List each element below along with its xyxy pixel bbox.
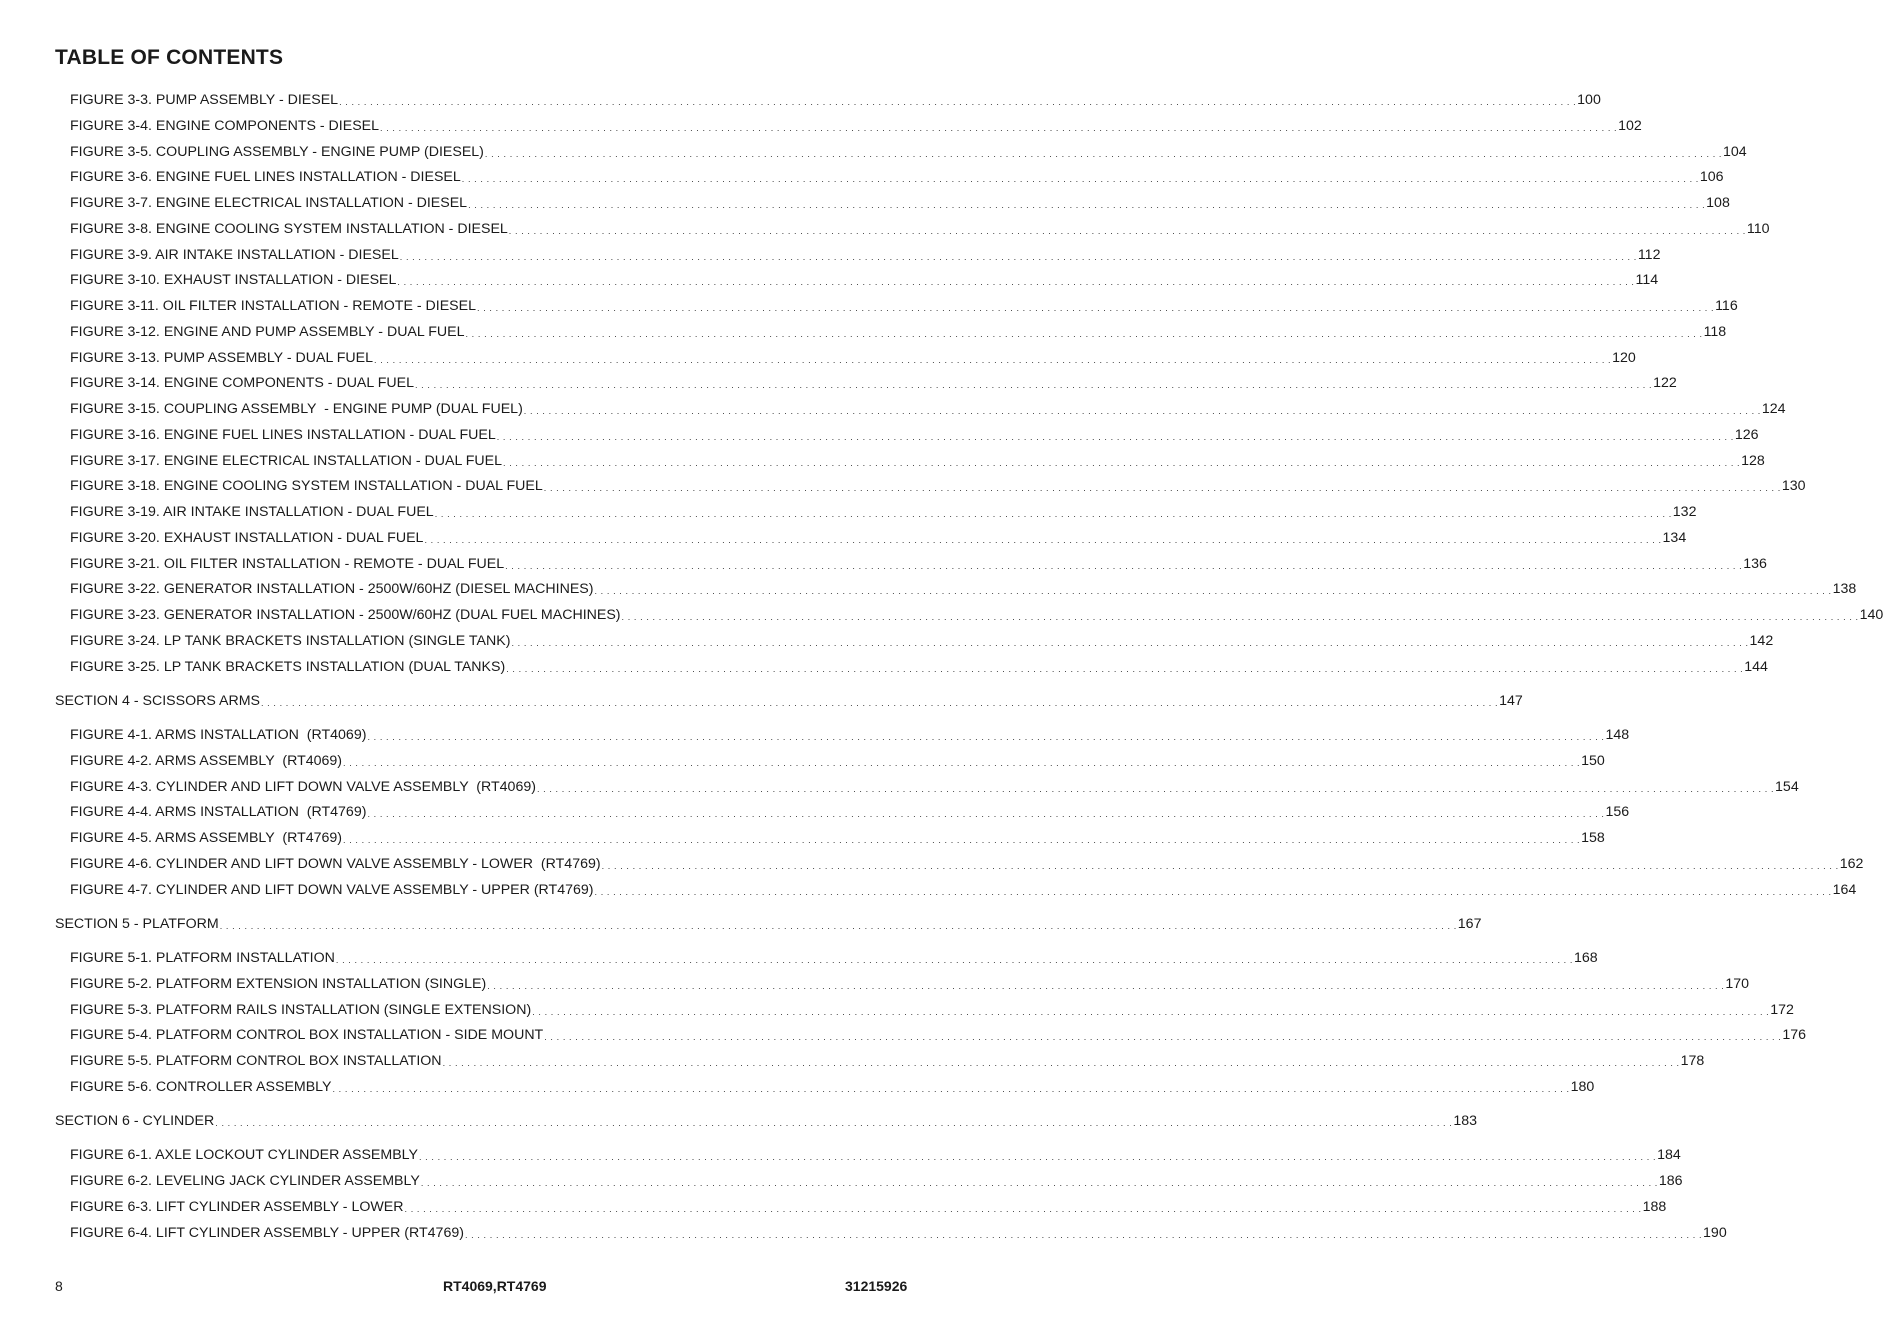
dot-leader: . . . . . . . . . . . . . . . . . . . . . . . . . . . . . . . . . . . . . . . . . . . . . . . . . . . . . . . . . . . . . . . . . . . . . . . . . . . . . . . . . . . . . . . . . . . . . . . . . . . . . . . . . . . . . . . . . . . . . . . . . . . . . . . . . . . . . . . . . . . . . . . . . . . . . . . . . . . . . . . . . . . . . . . . . . . . . . . . . . . . . . . . . . . . . . . . . . . . . . . . — [332, 1084, 1570, 1094]
toc-entry-label: FIGURE 3-10. EXHAUST INSTALLATION - DIESEL — [70, 272, 397, 288]
toc-entry-page-number: 112 — [1637, 247, 1661, 263]
toc-figure-entry[interactable] — [70, 91, 1601, 109]
dot-leader: . . . . . . . . . . . . . . . . . . . . . . . . . . . . . . . . . . . . . . . . . . . . . . . . . . . . . . . . . . . . . . . . . . . . . . . . . . . . . . . . . . . . . . . . . . . . . . . . . . . . . . . . . . . . . . . . . . . . . . . . . . . . . . . . . . . . . . . . . . . . . . . . . . . . . . . . . . . . . . . . . . . . . . . . . . . . . . . . . . . . . . . . . . . . . . . . . . . . . . . . — [339, 97, 1577, 107]
toc-figure-entry[interactable] — [70, 855, 1864, 873]
toc-figure-entry[interactable] — [70, 194, 1730, 212]
toc-entry-page-number: 154 — [1775, 779, 1799, 795]
dot-leader: . . . . . . . . . . . . . . . . . . . . . . . . . . . . . . . . . . . . . . . . . . . . . . . . . . . . . . . . . . . . . . . . . . . . . . . . . . . . . . . . . . . . . . . . . . . . . . . . . . . . . . . . . . . . . . . . . . . . . . . . . . . . . . . . . . . . . . . . . . . . . . . . . . . . . . . . . . . . . . . . . . . . . . . . . . . . . . . . . . . . . . . . . . . . . . . . . . . . . . . . — [496, 432, 1734, 442]
toc-entry-label: SECTION 4 - SCISSORS ARMS — [55, 693, 260, 709]
toc-entry-label: FIGURE 3-8. ENGINE COOLING SYSTEM INSTALLATION - DIESEL — [70, 221, 508, 237]
toc-figure-entry[interactable] — [70, 1078, 1595, 1096]
toc-entry-page-number: 172 — [1770, 1002, 1794, 1018]
toc-figure-entry[interactable] — [70, 1224, 1727, 1242]
toc-entry-page-number: 132 — [1672, 504, 1697, 520]
footer-page-number: 8 — [55, 1278, 63, 1294]
toc-figure-entry[interactable] — [70, 803, 1630, 821]
toc-figure-entry[interactable] — [70, 246, 1661, 264]
toc-entry-label: FIGURE 3-21. OIL FILTER INSTALLATION - REMOTE - DUAL FUEL — [70, 556, 505, 572]
dot-leader: . . . . . . . . . . . . . . . . . . . . . . . . . . . . . . . . . . . . . . . . . . . . . . . . . . . . . . . . . . . . . . . . . . . . . . . . . . . . . . . . . . . . . . . . . . . . . . . . . . . . . . . . . . . . . . . . . . . . . . . . . . . . . . . . . . . . . . . . . . . . . . . . . . . . . . . . . . . . . . . . . . . . . . . . . . . . . . . . . . . . . . . . . . . . . . . . . . . . . . . . — [367, 732, 1605, 742]
dot-leader: . . . . . . . . . . . . . . . . . . . . . . . . . . . . . . . . . . . . . . . . . . . . . . . . . . . . . . . . . . . . . . . . . . . . . . . . . . . . . . . . . . . . . . . . . . . . . . . . . . . . . . . . . . . . . . . . . . . . . . . . . . . . . . . . . . . . . . . . . . . . . . . . . . . . . . . . . . . . . . . . . . . . . . . . . . . . . . . . . . . . . . . . . . . . . . . . . . . . . . . . — [544, 1032, 1782, 1042]
toc-section-entry[interactable] — [55, 692, 1523, 710]
toc-entry-label: FIGURE 4-6. CYLINDER AND LIFT DOWN VALVE ASSEMBLY - LOWER (RT4769) — [70, 856, 601, 872]
toc-entry-label: FIGURE 5-1. PLATFORM INSTALLATION — [70, 950, 335, 966]
toc-entry-label: FIGURE 6-1. AXLE LOCKOUT CYLINDER ASSEMBLY — [70, 1147, 418, 1163]
toc-entry-label: FIGURE 3-13. PUMP ASSEMBLY - DUAL FUEL — [70, 350, 374, 366]
toc-entry-label: FIGURE 3-14. ENGINE COMPONENTS - DUAL FUEL — [70, 375, 414, 391]
toc-entry-page-number: 188 — [1642, 1199, 1667, 1215]
toc-entry-label: FIGURE 5-6. CONTROLLER ASSEMBLY — [70, 1079, 332, 1095]
dot-leader: . . . . . . . . . . . . . . . . . . . . . . . . . . . . . . . . . . . . . . . . . . . . . . . . . . . . . . . . . . . . . . . . . . . . . . . . . . . . . . . . . . . . . . . . . . . . . . . . . . . . . . . . . . . . . . . . . . . . . . . . . . . . . . . . . . . . . . . . . . . . . . . . . . . . . . . . . . . . . . . . . . . . . . . . . . . . . . . . . . . . . . . . . . . . . . . . . . . . . . . . — [468, 200, 1706, 210]
dot-leader: . . . . . . . . . . . . . . . . . . . . . . . . . . . . . . . . . . . . . . . . . . . . . . . . . . . . . . . . . . . . . . . . . . . . . . . . . . . . . . . . . . . . . . . . . . . . . . . . . . . . . . . . . . . . . . . . . . . . . . . . . . . . . . . . . . . . . . . . . . . . . . . . . . . . . . . . . . . . . . . . . . . . . . . . . . . . . . . . . . . . . . . . . . . . . . . . . . . . . . . . — [477, 303, 1715, 313]
toc-entry-label: FIGURE 3-5. COUPLING ASSEMBLY - ENGINE PUMP (DIESEL) — [70, 144, 484, 160]
toc-entry-label: FIGURE 3-15. COUPLING ASSEMBLY - ENGINE PUMP (DUAL FUEL) — [70, 401, 523, 417]
toc-entry-page-number: 124 — [1761, 401, 1786, 417]
toc-entry-page-number: 106 — [1699, 169, 1724, 185]
toc-entry-page-number: 108 — [1706, 195, 1730, 211]
toc-entry-label: FIGURE 3-18. ENGINE COOLING SYSTEM INSTALLATION - DUAL FUEL — [70, 478, 543, 494]
toc-entry-label: SECTION 5 - PLATFORM — [55, 916, 219, 932]
toc-entry-page-number: 164 — [1832, 882, 1857, 898]
toc-figure-entry[interactable] — [70, 881, 1857, 899]
dot-leader: . . . . . . . . . . . . . . . . . . . . . . . . . . . . . . . . . . . . . . . . . . . . . . . . . . . . . . . . . . . . . . . . . . . . . . . . . . . . . . . . . . . . . . . . . . . . . . . . . . . . . . . . . . . . . . . . . . . . . . . . . . . . . . . . . . . . . . . . . . . . . . . . . . . . . . . . . . . . . . . . . . . . . . . . . . . . . . . . . . . . . . . . . . . . . . . . . . . . . . . . — [487, 981, 1725, 991]
toc-entry-label: FIGURE 3-22. GENERATOR INSTALLATION - 2500W/60HZ (DIESEL MACHINES) — [70, 581, 594, 597]
dot-leader: . . . . . . . . . . . . . . . . . . . . . . . . . . . . . . . . . . . . . . . . . . . . . . . . . . . . . . . . . . . . . . . . . . . . . . . . . . . . . . . . . . . . . . . . . . . . . . . . . . . . . . . . . . . . . . . . . . . . . . . . . . . . . . . . . . . . . . . . . . . . . . . . . . . . . . . . . . . . . . . . . . . . . . . . . . . . . . . . . . . . . . . . . . . . . . . . . . . . . . . . — [461, 174, 1699, 184]
toc-figure-entry[interactable] — [70, 400, 1786, 418]
dot-leader: . . . . . . . . . . . . . . . . . . . . . . . . . . . . . . . . . . . . . . . . . . . . . . . . . . . . . . . . . . . . . . . . . . . . . . . . . . . . . . . . . . . . . . . . . . . . . . . . . . . . . . . . . . . . . . . . . . . . . . . . . . . . . . . . . . . . . . . . . . . . . . . . . . . . . . . . . . . . . . . . . . . . . . . . . . . . . . . . . . . . . . . . . . . . . . . . . . . . . . . . — [523, 406, 1761, 416]
toc-entry-page-number: 104 — [1723, 144, 1747, 160]
toc-figure-entry[interactable] — [70, 580, 1857, 598]
dot-leader: . . . . . . . . . . . . . . . . . . . . . . . . . . . . . . . . . . . . . . . . . . . . . . . . . . . . . . . . . . . . . . . . . . . . . . . . . . . . . . . . . . . . . . . . . . . . . . . . . . . . . . . . . . . . . . . . . . . . . . . . . . . . . . . . . . . . . . . . . . . . . . . . . . . . . . . . . . . . . . . . . . . . . . . . . . . . . . . . . . . . . . . . . . . . . . . . . . . . . . . . — [503, 458, 1741, 468]
toc-entry-page-number: 150 — [1581, 753, 1605, 769]
toc-figure-entry[interactable] — [70, 632, 1774, 650]
toc-entry-label: FIGURE 6-2. LEVELING JACK CYLINDER ASSEMBLY — [70, 1173, 420, 1189]
toc-figure-entry[interactable] — [70, 349, 1636, 367]
dot-leader: . . . . . . . . . . . . . . . . . . . . . . . . . . . . . . . . . . . . . . . . . . . . . . . . . . . . . . . . . . . . . . . . . . . . . . . . . . . . . . . . . . . . . . . . . . . . . . . . . . . . . . . . . . . . . . . . . . . . . . . . . . . . . . . . . . . . . . . . . . . . . . . . . . . . . . . . . . . . . . . . . . . . . . . . . . . . . . . . . . . . . . . . . . . . . . . . . . . . . . . . — [434, 509, 1672, 519]
toc-entry-page-number: 128 — [1741, 453, 1765, 469]
dot-leader: . . . . . . . . . . . . . . . . . . . . . . . . . . . . . . . . . . . . . . . . . . . . . . . . . . . . . . . . . . . . . . . . . . . . . . . . . . . . . . . . . . . . . . . . . . . . . . . . . . . . . . . . . . . . . . . . . . . . . . . . . . . . . . . . . . . . . . . . . . . . . . . . . . . . . . . . . . . . . . . . . . . . . . . . . . . . . . . . . . . . . . . . . . . . . . . . . . . . . . . . — [404, 1204, 1642, 1214]
toc-entry-label: FIGURE 3-4. ENGINE COMPONENTS - DIESEL — [70, 118, 380, 134]
toc-entry-page-number: 126 — [1734, 427, 1759, 443]
toc-figure-entry[interactable] — [70, 778, 1799, 796]
dot-leader: . . . . . . . . . . . . . . . . . . . . . . . . . . . . . . . . . . . . . . . . . . . . . . . . . . . . . . . . . . . . . . . . . . . . . . . . . . . . . . . . . . . . . . . . . . . . . . . . . . . . . . . . . . . . . . . . . . . . . . . . . . . . . . . . . . . . . . . . . . . . . . . . . . . . . . . . . . . . . . . . . . . . . . . . . . . . . . . . . . . . . . . . . . . . . . . . . . . . . . . . — [601, 861, 1839, 871]
dot-leader: . . . . . . . . . . . . . . . . . . . . . . . . . . . . . . . . . . . . . . . . . . . . . . . . . . . . . . . . . . . . . . . . . . . . . . . . . . . . . . . . . . . . . . . . . . . . . . . . . . . . . . . . . . . . . . . . . . . . . . . . . . . . . . . . . . . . . . . . . . . . . . . . . . . . . . . . . . . . . . . . . . . . . . . . . . . . . . . . . . . . . . . . . . . . . . . . . . . . . . . . — [621, 612, 1859, 622]
toc-entry-label: FIGURE 3-12. ENGINE AND PUMP ASSEMBLY - DUAL FUEL — [70, 324, 465, 340]
dot-leader: . . . . . . . . . . . . . . . . . . . . . . . . . . . . . . . . . . . . . . . . . . . . . . . . . . . . . . . . . . . . . . . . . . . . . . . . . . . . . . . . . . . . . . . . . . . . . . . . . . . . . . . . . . . . . . . . . . . . . . . . . . . . . . . . . . . . . . . . . . . . . . . . . . . . . . . . . . . . . . . . . . . . . . . . . . . . . . . . . . . . . . . . . . . . . . . . . . . . . . . . — [420, 1178, 1658, 1188]
toc-figure-entry[interactable] — [70, 658, 1768, 676]
toc-entry-page-number: 147 — [1499, 693, 1523, 709]
toc-entry-label: FIGURE 3-20. EXHAUST INSTALLATION - DUAL FUEL — [70, 530, 424, 546]
toc-figure-entry[interactable] — [70, 529, 1687, 547]
toc-entry-page-number: 118 — [1703, 324, 1727, 340]
toc-figure-entry[interactable] — [70, 975, 1749, 993]
footer-model: RT4069,RT4769 — [443, 1278, 547, 1294]
dot-leader: . . . . . . . . . . . . . . . . . . . . . . . . . . . . . . . . . . . . . . . . . . . . . . . . . . . . . . . . . . . . . . . . . . . . . . . . . . . . . . . . . . . . . . . . . . . . . . . . . . . . . . . . . . . . . . . . . . . . . . . . . . . . . . . . . . . . . . . . . . . . . . . . . . . . . . . . . . . . . . . . . . . . . . . . . . . . . . . . . . . . . . . . . . . . . . . . . . . . . . . . — [397, 277, 1635, 287]
toc-entry-label: FIGURE 5-4. PLATFORM CONTROL BOX INSTALLATION - SIDE MOUNT — [70, 1027, 544, 1043]
dot-leader: . . . . . . . . . . . . . . . . . . . . . . . . . . . . . . . . . . . . . . . . . . . . . . . . . . . . . . . . . . . . . . . . . . . . . . . . . . . . . . . . . . . . . . . . . . . . . . . . . . . . . . . . . . . . . . . . . . . . . . . . . . . . . . . . . . . . . . . . . . . . . . . . . . . . . . . . . . . . . . . . . . . . . . . . . . . . . . . . . . . . . . . . . . . . . . . . . . . . . . . . — [594, 887, 1832, 897]
toc-entry-label: FIGURE 4-1. ARMS INSTALLATION (RT4069) — [70, 727, 367, 743]
toc-entry-page-number: 168 — [1573, 950, 1598, 966]
dot-leader: . . . . . . . . . . . . . . . . . . . . . . . . . . . . . . . . . . . . . . . . . . . . . . . . . . . . . . . . . . . . . . . . . . . . . . . . . . . . . . . . . . . . . . . . . . . . . . . . . . . . . . . . . . . . . . . . . . . . . . . . . . . . . . . . . . . . . . . . . . . . . . . . . . . . . . . . . . . . . . . . . . . . . . . . . . . . . . . . . . . . . . . . . . . . . . . . . . . . . . . . — [543, 483, 1781, 493]
dot-leader: . . . . . . . . . . . . . . . . . . . . . . . . . . . . . . . . . . . . . . . . . . . . . . . . . . . . . . . . . . . . . . . . . . . . . . . . . . . . . . . . . . . . . . . . . . . . . . . . . . . . . . . . . . . . . . . . . . . . . . . . . . . . . . . . . . . . . . . . . . . . . . . . . . . . . . . . . . . . . . . . . . . . . . . . . . . . . . . . . . . . . . . . . . . . . . . . . . . . . . . . — [418, 1152, 1657, 1162]
toc-entry-label: FIGURE 3-9. AIR INTAKE INSTALLATION - DIESEL — [70, 247, 399, 263]
dot-leader: . . . . . . . . . . . . . . . . . . . . . . . . . . . . . . . . . . . . . . . . . . . . . . . . . . . . . . . . . . . . . . . . . . . . . . . . . . . . . . . . . . . . . . . . . . . . . . . . . . . . . . . . . . . . . . . . . . . . . . . . . . . . . . . . . . . . . . . . . . . . . . . . . . . . . . . . . . . . . . . . . . . . . . . . . . . . . . . . . . . . . . . . . . . . . . . . . . . . . . . . — [424, 535, 1662, 545]
toc-figure-entry[interactable] — [70, 323, 1727, 341]
toc-figure-entry[interactable] — [70, 426, 1759, 444]
toc-entry-label: SECTION 6 - CYLINDER — [55, 1113, 215, 1129]
dot-leader: . . . . . . . . . . . . . . . . . . . . . . . . . . . . . . . . . . . . . . . . . . . . . . . . . . . . . . . . . . . . . . . . . . . . . . . . . . . . . . . . . . . . . . . . . . . . . . . . . . . . . . . . . . . . . . . . . . . . . . . . . . . . . . . . . . . . . . . . . . . . . . . . . . . . . . . . . . . . . . . . . . . . . . . . . . . . . . . . . . . . . . . . . . . . . . . . . . . . . . . . — [508, 226, 1746, 236]
dot-leader: . . . . . . . . . . . . . . . . . . . . . . . . . . . . . . . . . . . . . . . . . . . . . . . . . . . . . . . . . . . . . . . . . . . . . . . . . . . . . . . . . . . . . . . . . . . . . . . . . . . . . . . . . . . . . . . . . . . . . . . . . . . . . . . . . . . . . . . . . . . . . . . . . . . . . . . . . . . . . . . . . . . . . . . . . . . . . . . . . . . . . . . . . . . . . . . . . . . . . . . . — [532, 1007, 1770, 1017]
toc-entry-page-number: 116 — [1715, 298, 1738, 314]
toc-entry-page-number: 178 — [1680, 1053, 1705, 1069]
toc-entry-page-number: 156 — [1605, 804, 1630, 820]
toc-entry-page-number: 142 — [1749, 633, 1774, 649]
toc-entry-label: FIGURE 3-7. ENGINE ELECTRICAL INSTALLATION - DIESEL — [70, 195, 468, 211]
toc-entry-label: FIGURE 3-11. OIL FILTER INSTALLATION - REMOTE - DIESEL — [70, 298, 476, 314]
toc-entry-label: FIGURE 6-3. LIFT CYLINDER ASSEMBLY - LOWER — [70, 1199, 404, 1215]
toc-figure-entry[interactable] — [70, 220, 1770, 238]
dot-leader: . . . . . . . . . . . . . . . . . . . . . . . . . . . . . . . . . . . . . . . . . . . . . . . . . . . . . . . . . . . . . . . . . . . . . . . . . . . . . . . . . . . . . . . . . . . . . . . . . . . . . . . . . . . . . . . . . . . . . . . . . . . . . . . . . . . . . . . . . . . . . . . . . . . . . . . . . . . . . . . . . . . . . . . . . . . . . . . . . . . . . . . . . . . . . . . . . . . . . . . . — [594, 586, 1832, 596]
toc-entry-label: FIGURE 4-3. CYLINDER AND LIFT DOWN VALVE ASSEMBLY (RT4069) — [70, 779, 536, 795]
toc-figure-entry[interactable] — [70, 726, 1630, 744]
dot-leader: . . . . . . . . . . . . . . . . . . . . . . . . . . . . . . . . . . . . . . . . . . . . . . . . . . . . . . . . . . . . . . . . . . . . . . . . . . . . . . . . . . . . . . . . . . . . . . . . . . . . . . . . . . . . . . . . . . . . . . . . . . . . . . . . . . . . . . . . . . . . . . . . . . . . . . . . . . . . . . . . . . . . . . . . . . . . . . . . . . . . . . . . . . . . . . . . . . . . . . . . — [367, 809, 1605, 819]
dot-leader: . . . . . . . . . . . . . . . . . . . . . . . . . . . . . . . . . . . . . . . . . . . . . . . . . . . . . . . . . . . . . . . . . . . . . . . . . . . . . . . . . . . . . . . . . . . . . . . . . . . . . . . . . . . . . . . . . . . . . . . . . . . . . . . . . . . . . . . . . . . . . . . . . . . . . . . . . . . . . . . . . . . . . . . . . . . . . . . . . . . . . . . . . . . . . . . . . . . . . . . . — [380, 123, 1618, 133]
dot-leader: . . . . . . . . . . . . . . . . . . . . . . . . . . . . . . . . . . . . . . . . . . . . . . . . . . . . . . . . . . . . . . . . . . . . . . . . . . . . . . . . . . . . . . . . . . . . . . . . . . . . . . . . . . . . . . . . . . . . . . . . . . . . . . . . . . . . . . . . . . . . . . . . . . . . . . . . . . . . . . . . . . . . . . . . . . . . . . . . . . . . . . . . . . . . . . . . . . . . . . . . — [511, 638, 1749, 648]
toc-entry-label: FIGURE 5-5. PLATFORM CONTROL BOX INSTALLATION — [70, 1053, 442, 1069]
toc-figure-entry[interactable] — [70, 168, 1724, 186]
toc-figure-entry[interactable] — [70, 606, 1883, 624]
toc-entry-page-number: 144 — [1744, 659, 1768, 675]
toc-entry-page-number: 148 — [1605, 727, 1630, 743]
toc-figure-entry[interactable] — [70, 297, 1738, 315]
dot-leader: . . . . . . . . . . . . . . . . . . . . . . . . . . . . . . . . . . . . . . . . . . . . . . . . . . . . . . . . . . . . . . . . . . . . . . . . . . . . . . . . . . . . . . . . . . . . . . . . . . . . . . . . . . . . . . . . . . . . . . . . . . . . . . . . . . . . . . . . . . . . . . . . . . . . . . . . . . . . . . . . . . . . . . . . . . . . . . . . . . . . . . . . . . . . . . . . . . . . . . . . — [465, 329, 1703, 339]
toc-entry-label: FIGURE 3-24. LP TANK BRACKETS INSTALLATION (SINGLE TANK) — [70, 633, 511, 649]
toc-entry-page-number: 190 — [1703, 1225, 1727, 1241]
toc-entry-label: FIGURE 3-16. ENGINE FUEL LINES INSTALLATION - DUAL FUEL — [70, 427, 496, 443]
toc-entry-page-number: 134 — [1662, 530, 1687, 546]
dot-leader: . . . . . . . . . . . . . . . . . . . . . . . . . . . . . . . . . . . . . . . . . . . . . . . . . . . . . . . . . . . . . . . . . . . . . . . . . . . . . . . . . . . . . . . . . . . . . . . . . . . . . . . . . . . . . . . . . . . . . . . . . . . . . . . . . . . . . . . . . . . . . . . . . . . . . . . . . . . . . . . . . . . . . . . . . . . . . . . . . . . . . . . . . . . . . . . . . . . . . . . . — [414, 380, 1653, 390]
toc-entry-page-number: 102 — [1618, 118, 1642, 134]
toc-figure-entry[interactable] — [70, 1198, 1667, 1216]
toc-figure-entry[interactable] — [70, 752, 1605, 770]
toc-entry-page-number: 167 — [1457, 916, 1482, 932]
toc-figure-entry[interactable] — [70, 1052, 1705, 1070]
toc-entry-label: FIGURE 3-23. GENERATOR INSTALLATION - 2500W/60HZ (DUAL FUEL MACHINES) — [70, 607, 621, 623]
toc-entry-label: FIGURE 4-5. ARMS ASSEMBLY (RT4769) — [70, 830, 343, 846]
toc-entry-label: FIGURE 3-17. ENGINE ELECTRICAL INSTALLATION - DUAL FUEL — [70, 453, 503, 469]
toc-figure-entry[interactable] — [70, 1026, 1806, 1044]
toc-entry-page-number: 122 — [1653, 375, 1677, 391]
toc-section-entry[interactable] — [55, 1112, 1478, 1130]
toc-figure-entry[interactable] — [70, 374, 1677, 392]
toc-figure-entry[interactable] — [70, 117, 1642, 135]
dot-leader: . . . . . . . . . . . . . . . . . . . . . . . . . . . . . . . . . . . . . . . . . . . . . . . . . . . . . . . . . . . . . . . . . . . . . . . . . . . . . . . . . . . . . . . . . . . . . . . . . . . . . . . . . . . . . . . . . . . . . . . . . . . . . . . . . . . . . . . . . . . . . . . . . . . . . . . . . . . . . . . . . . . . . . . . . . . . . . . . . . . . . . . . . . . . . . . . . . . . . . . . — [399, 252, 1637, 262]
dot-leader: . . . . . . . . . . . . . . . . . . . . . . . . . . . . . . . . . . . . . . . . . . . . . . . . . . . . . . . . . . . . . . . . . . . . . . . . . . . . . . . . . . . . . . . . . . . . . . . . . . . . . . . . . . . . . . . . . . . . . . . . . . . . . . . . . . . . . . . . . . . . . . . . . . . . . . . . . . . . . . . . . . . . . . . . . . . . . . . . . . . . . . . . . . . . . . . . . . . . . . . . — [219, 921, 1457, 931]
dot-leader: . . . . . . . . . . . . . . . . . . . . . . . . . . . . . . . . . . . . . . . . . . . . . . . . . . . . . . . . . . . . . . . . . . . . . . . . . . . . . . . . . . . . . . . . . . . . . . . . . . . . . . . . . . . . . . . . . . . . . . . . . . . . . . . . . . . . . . . . . . . . . . . . . . . . . . . . . . . . . . . . . . . . . . . . . . . . . . . . . . . . . . . . . . . . . . . . . . . . . . . . — [343, 758, 1581, 768]
toc-entry-label: FIGURE 5-3. PLATFORM RAILS INSTALLATION (SINGLE EXTENSION) — [70, 1002, 532, 1018]
toc-entry-page-number: 180 — [1570, 1079, 1595, 1095]
toc-figure-entry[interactable] — [70, 1146, 1681, 1164]
toc-figure-entry[interactable] — [70, 503, 1697, 521]
toc-entry-page-number: 120 — [1612, 350, 1636, 366]
toc-entry-page-number: 100 — [1577, 92, 1601, 108]
dot-leader: . . . . . . . . . . . . . . . . . . . . . . . . . . . . . . . . . . . . . . . . . . . . . . . . . . . . . . . . . . . . . . . . . . . . . . . . . . . . . . . . . . . . . . . . . . . . . . . . . . . . . . . . . . . . . . . . . . . . . . . . . . . . . . . . . . . . . . . . . . . . . . . . . . . . . . . . . . . . . . . . . . . . . . . . . . . . . . . . . . . . . . . . . . . . . . . . . . . . . . . . — [215, 1118, 1453, 1128]
toc-figure-entry[interactable] — [70, 271, 1659, 289]
toc-entry-label: FIGURE 4-4. ARMS INSTALLATION (RT4769) — [70, 804, 367, 820]
toc-entry-page-number: 138 — [1832, 581, 1857, 597]
dot-leader: . . . . . . . . . . . . . . . . . . . . . . . . . . . . . . . . . . . . . . . . . . . . . . . . . . . . . . . . . . . . . . . . . . . . . . . . . . . . . . . . . . . . . . . . . . . . . . . . . . . . . . . . . . . . . . . . . . . . . . . . . . . . . . . . . . . . . . . . . . . . . . . . . . . . . . . . . . . . . . . . . . . . . . . . . . . . . . . . . . . . . . . . . . . . . . . . . . . . . . . . — [343, 835, 1581, 845]
toc-entry-page-number: 170 — [1725, 976, 1749, 992]
toc-entry-page-number: 184 — [1657, 1147, 1681, 1163]
toc-entry-label: FIGURE 3-3. PUMP ASSEMBLY - DIESEL — [70, 92, 339, 108]
toc-entry-label: FIGURE 5-2. PLATFORM EXTENSION INSTALLATION (SINGLE) — [70, 976, 487, 992]
toc-figure-entry[interactable] — [70, 829, 1605, 847]
dot-leader: . . . . . . . . . . . . . . . . . . . . . . . . . . . . . . . . . . . . . . . . . . . . . . . . . . . . . . . . . . . . . . . . . . . . . . . . . . . . . . . . . . . . . . . . . . . . . . . . . . . . . . . . . . . . . . . . . . . . . . . . . . . . . . . . . . . . . . . . . . . . . . . . . . . . . . . . . . . . . . . . . . . . . . . . . . . . . . . . . . . . . . . . . . . . . . . . . . . . . . . . — [505, 561, 1743, 571]
dot-leader: . . . . . . . . . . . . . . . . . . . . . . . . . . . . . . . . . . . . . . . . . . . . . . . . . . . . . . . . . . . . . . . . . . . . . . . . . . . . . . . . . . . . . . . . . . . . . . . . . . . . . . . . . . . . . . . . . . . . . . . . . . . . . . . . . . . . . . . . . . . . . . . . . . . . . . . . . . . . . . . . . . . . . . . . . . . . . . . . . . . . . . . . . . . . . . . . . . . . . . . . — [335, 955, 1573, 965]
toc-figure-entry[interactable] — [70, 1001, 1794, 1019]
toc-entry-page-number: 114 — [1635, 272, 1659, 288]
toc-entry-page-number: 158 — [1581, 830, 1605, 846]
toc-figure-entry[interactable] — [70, 477, 1806, 495]
toc-entry-page-number: 110 — [1746, 221, 1770, 237]
toc-figure-entry[interactable] — [70, 1172, 1683, 1190]
toc-entry-page-number: 140 — [1859, 607, 1883, 623]
dot-leader: . . . . . . . . . . . . . . . . . . . . . . . . . . . . . . . . . . . . . . . . . . . . . . . . . . . . . . . . . . . . . . . . . . . . . . . . . . . . . . . . . . . . . . . . . . . . . . . . . . . . . . . . . . . . . . . . . . . . . . . . . . . . . . . . . . . . . . . . . . . . . . . . . . . . . . . . . . . . . . . . . . . . . . . . . . . . . . . . . . . . . . . . . . . . . . . . . . . . . . . . — [506, 664, 1744, 674]
toc-figure-entry[interactable] — [70, 555, 1767, 573]
toc-entry-label: FIGURE 4-2. ARMS ASSEMBLY (RT4069) — [70, 753, 343, 769]
toc-entry-label: FIGURE 3-25. LP TANK BRACKETS INSTALLATION (DUAL TANKS) — [70, 659, 506, 675]
toc-entry-page-number: 176 — [1782, 1027, 1806, 1043]
toc-figure-entry[interactable] — [70, 143, 1747, 161]
toc-entry-page-number: 130 — [1781, 478, 1806, 494]
toc-figure-entry[interactable] — [70, 452, 1765, 470]
toc-entry-label: FIGURE 4-7. CYLINDER AND LIFT DOWN VALVE ASSEMBLY - UPPER (RT4769) — [70, 882, 594, 898]
dot-leader: . . . . . . . . . . . . . . . . . . . . . . . . . . . . . . . . . . . . . . . . . . . . . . . . . . . . . . . . . . . . . . . . . . . . . . . . . . . . . . . . . . . . . . . . . . . . . . . . . . . . . . . . . . . . . . . . . . . . . . . . . . . . . . . . . . . . . . . . . . . . . . . . . . . . . . . . . . . . . . . . . . . . . . . . . . . . . . . . . . . . . . . . . . . . . . . . . . . . . . . . — [374, 355, 1612, 365]
page-title: TABLE OF CONTENTS — [55, 46, 284, 69]
dot-leader: . . . . . . . . . . . . . . . . . . . . . . . . . . . . . . . . . . . . . . . . . . . . . . . . . . . . . . . . . . . . . . . . . . . . . . . . . . . . . . . . . . . . . . . . . . . . . . . . . . . . . . . . . . . . . . . . . . . . . . . . . . . . . . . . . . . . . . . . . . . . . . . . . . . . . . . . . . . . . . . . . . . . . . . . . . . . . . . . . . . . . . . . . . . . . . . . . . . . . . . . — [464, 1230, 1703, 1240]
toc-entry-label: FIGURE 3-6. ENGINE FUEL LINES INSTALLATION - DIESEL — [70, 169, 461, 185]
toc-entry-page-number: 136 — [1743, 556, 1767, 572]
footer-doc-number: 31215926 — [845, 1278, 908, 1294]
toc-entry-page-number: 162 — [1839, 856, 1864, 872]
toc-entry-page-number: 183 — [1453, 1113, 1478, 1129]
dot-leader: . . . . . . . . . . . . . . . . . . . . . . . . . . . . . . . . . . . . . . . . . . . . . . . . . . . . . . . . . . . . . . . . . . . . . . . . . . . . . . . . . . . . . . . . . . . . . . . . . . . . . . . . . . . . . . . . . . . . . . . . . . . . . . . . . . . . . . . . . . . . . . . . . . . . . . . . . . . . . . . . . . . . . . . . . . . . . . . . . . . . . . . . . . . . . . . . . . . . . . . . — [260, 698, 1499, 708]
dot-leader: . . . . . . . . . . . . . . . . . . . . . . . . . . . . . . . . . . . . . . . . . . . . . . . . . . . . . . . . . . . . . . . . . . . . . . . . . . . . . . . . . . . . . . . . . . . . . . . . . . . . . . . . . . . . . . . . . . . . . . . . . . . . . . . . . . . . . . . . . . . . . . . . . . . . . . . . . . . . . . . . . . . . . . . . . . . . . . . . . . . . . . . . . . . . . . . . . . . . . . . . — [484, 149, 1722, 159]
toc-section-entry[interactable] — [55, 915, 1482, 933]
toc-entry-label: FIGURE 3-19. AIR INTAKE INSTALLATION - DUAL FUEL — [70, 504, 434, 520]
toc-entry-page-number: 186 — [1658, 1173, 1683, 1189]
dot-leader: . . . . . . . . . . . . . . . . . . . . . . . . . . . . . . . . . . . . . . . . . . . . . . . . . . . . . . . . . . . . . . . . . . . . . . . . . . . . . . . . . . . . . . . . . . . . . . . . . . . . . . . . . . . . . . . . . . . . . . . . . . . . . . . . . . . . . . . . . . . . . . . . . . . . . . . . . . . . . . . . . . . . . . . . . . . . . . . . . . . . . . . . . . . . . . . . . . . . . . . . — [442, 1058, 1680, 1068]
toc-figure-entry[interactable] — [70, 949, 1598, 967]
toc-entry-label: FIGURE 6-4. LIFT CYLINDER ASSEMBLY - UPPER (RT4769) — [70, 1225, 464, 1241]
dot-leader: . . . . . . . . . . . . . . . . . . . . . . . . . . . . . . . . . . . . . . . . . . . . . . . . . . . . . . . . . . . . . . . . . . . . . . . . . . . . . . . . . . . . . . . . . . . . . . . . . . . . . . . . . . . . . . . . . . . . . . . . . . . . . . . . . . . . . . . . . . . . . . . . . . . . . . . . . . . . . . . . . . . . . . . . . . . . . . . . . . . . . . . . . . . . . . . . . . . . . . . . — [536, 784, 1775, 794]
